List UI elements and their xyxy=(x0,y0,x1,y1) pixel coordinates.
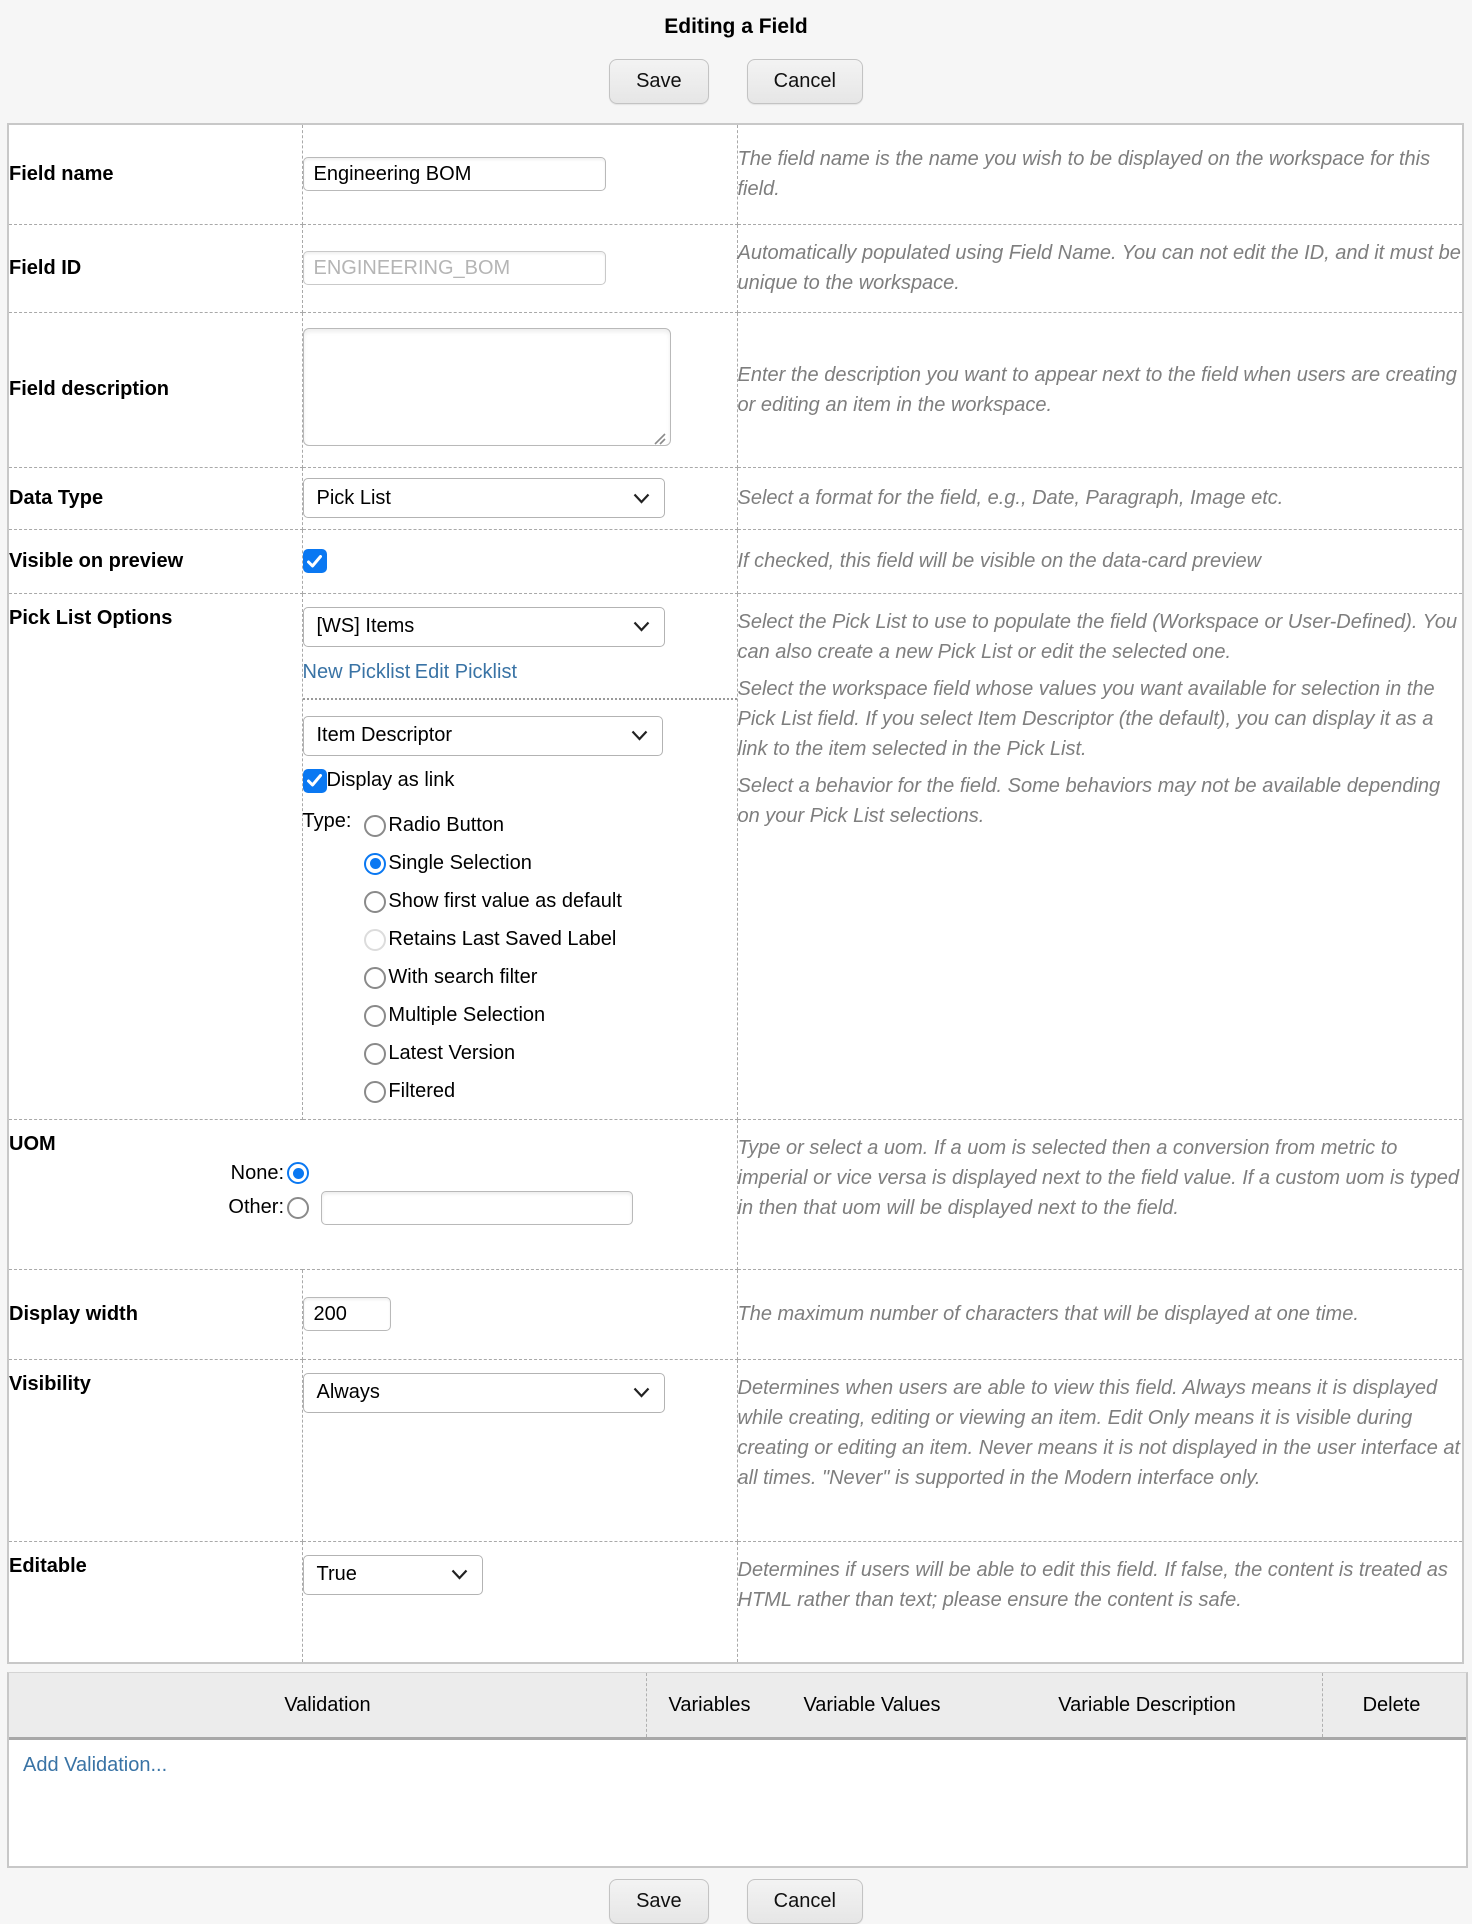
row-editable xyxy=(8,1541,1463,1663)
radio-option-multiple-selection[interactable]: Multiple Selection xyxy=(364,997,621,1035)
editable-select-value: True xyxy=(316,1563,357,1585)
chevron-down-icon xyxy=(633,1387,650,1398)
row-display-width xyxy=(8,1269,1463,1359)
check-icon xyxy=(307,774,322,787)
validation-table xyxy=(7,1672,1468,1868)
editable-description: Determines if users will be able to edit this field. If false, the content is treated as HTML rather than text; please ensure the content is safe. xyxy=(737,1558,1448,1611)
radio-option-retains-last-saved: Retains Last Saved Label xyxy=(364,921,621,959)
visible-on-preview-description: If checked, this field will be visible on the data-card preview xyxy=(737,550,1262,572)
field-name-description: The field name is the name you wish to be displayed on the workspace for this field. xyxy=(737,148,1431,201)
row-field-description xyxy=(8,312,1463,467)
chevron-down-icon xyxy=(633,493,650,504)
radio-option-single-selection[interactable]: Single Selection xyxy=(364,845,621,883)
row-uom xyxy=(8,1119,1463,1269)
add-validation-link[interactable]: Add Validation... xyxy=(23,1754,168,1776)
chevron-down-icon xyxy=(633,621,650,632)
uom-label: UOM xyxy=(9,1132,56,1155)
descriptor-select-value: Item Descriptor xyxy=(316,724,453,746)
row-data-type xyxy=(8,467,1463,529)
pick-list-options-label: Pick List Options xyxy=(9,606,173,629)
radio-icon xyxy=(364,1005,386,1027)
new-picklist-link[interactable]: New Picklist xyxy=(302,660,411,683)
row-visible-on-preview xyxy=(8,529,1463,593)
uom-none-radio[interactable] xyxy=(287,1162,309,1184)
field-id-description: Automatically populated using Field Name. You can not edit the ID, and it must be unique to the workspace. xyxy=(737,242,1461,294)
field-description-textarea[interactable] xyxy=(303,328,671,446)
display-as-link-label: Display as link xyxy=(326,769,455,791)
radio-icon xyxy=(364,1081,386,1103)
data-type-select[interactable] xyxy=(303,478,665,518)
cancel-button-bottom[interactable]: Cancel xyxy=(747,1879,863,1924)
page-title: Editing a Field xyxy=(664,15,808,38)
uom-other-radio[interactable] xyxy=(287,1197,309,1219)
check-icon xyxy=(307,555,322,568)
radio-selected-icon xyxy=(364,853,386,875)
chevron-down-icon xyxy=(631,730,648,741)
row-field-name xyxy=(8,124,1463,224)
validation-table-header xyxy=(9,1673,1466,1740)
row-pick-list-options xyxy=(8,593,1463,1119)
field-edit-form xyxy=(7,123,1464,1664)
descriptor-select[interactable] xyxy=(303,716,663,756)
field-id-label: Field ID xyxy=(9,256,82,279)
picklist-section-divider xyxy=(303,698,737,700)
visibility-description: Determines when users are able to view this field. Always means it is displayed while creating, editing or viewing an item. Edit Only means it is visible during creating or editing an item. Never means it is not displayed in the user interface at all times. "Never" is supported in the Modern interface only. xyxy=(737,1376,1461,1489)
uom-other-label: Other: xyxy=(228,1196,284,1218)
top-button-row xyxy=(0,59,1472,104)
radio-option-show-first-value[interactable]: Show first value as default xyxy=(364,883,621,921)
uom-none-label: None: xyxy=(230,1161,284,1184)
uom-other-input[interactable] xyxy=(321,1191,633,1225)
display-width-description: The maximum number of characters that will be displayed at one time. xyxy=(737,1303,1359,1325)
field-description-label: Field description xyxy=(9,378,170,400)
row-visibility xyxy=(8,1359,1463,1541)
display-as-link-checkbox[interactable] xyxy=(303,769,327,793)
data-type-select-value: Pick List xyxy=(316,486,391,509)
field-description-description: Enter the description you want to appear next to the field when users are creating or editing an item in the workspace. xyxy=(737,363,1457,416)
radio-icon xyxy=(364,967,386,989)
type-label: Type: xyxy=(302,809,352,832)
row-field-id xyxy=(8,224,1463,312)
radio-icon xyxy=(364,891,386,913)
validation-table-body xyxy=(9,1740,1466,1866)
radio-option-latest-version[interactable]: Latest Version xyxy=(364,1035,621,1073)
save-button-bottom[interactable]: Save xyxy=(609,1879,709,1924)
variable-description-column-header: Variable Description xyxy=(1058,1693,1236,1716)
edit-picklist-link[interactable]: Edit Picklist xyxy=(414,660,517,683)
radio-disabled-icon xyxy=(364,929,386,951)
visible-on-preview-checkbox[interactable] xyxy=(303,549,327,573)
field-name-label: Field name xyxy=(9,162,114,185)
radio-icon xyxy=(364,1043,386,1065)
variables-column-header: Variables xyxy=(668,1693,751,1716)
variable-values-column-header: Variable Values xyxy=(803,1693,941,1716)
editable-select[interactable] xyxy=(303,1555,483,1595)
cancel-button[interactable]: Cancel xyxy=(747,59,863,104)
radio-option-with-search-filter[interactable]: With search filter xyxy=(364,959,621,997)
visibility-select-value: Always xyxy=(316,1381,380,1403)
delete-column-header: Delete xyxy=(1322,1673,1460,1737)
display-width-input[interactable] xyxy=(303,1297,391,1331)
data-type-description: Select a format for the field, e.g., Date, Paragraph, Image etc. xyxy=(737,487,1284,509)
picklist-description-1: Select the Pick List to use to populate the field (Workspace or User-Defined). You can also create a new Pick List or edit the selected one. xyxy=(737,610,1458,663)
type-radio-list xyxy=(364,807,621,1111)
chevron-down-icon xyxy=(451,1569,468,1580)
picklist-description-3: Select a behavior for the field. Some behaviors may not be available depending on your Pick List selections. xyxy=(737,774,1441,827)
data-type-label: Data Type xyxy=(9,486,104,509)
picklist-description-2: Select the workspace field whose values you want available for selection in the Pick List field. If you select Item Descriptor (the default), you can display it as a link to the item selected in the Pick List. xyxy=(737,677,1435,760)
picklist-select[interactable] xyxy=(303,607,665,647)
visibility-label: Visibility xyxy=(9,1372,91,1395)
validation-column-header: Validation xyxy=(9,1673,647,1737)
display-width-label: Display width xyxy=(9,1302,138,1325)
radio-option-radio-button[interactable]: Radio Button xyxy=(364,807,621,845)
radio-icon xyxy=(364,815,386,837)
radio-option-filtered[interactable]: Filtered xyxy=(364,1073,621,1111)
picklist-select-value: [WS] Items xyxy=(316,615,415,637)
uom-description: Type or select a uom. If a uom is selected then a conversion from metric to imperial or vice versa is displayed next to the field value. If a custom uom is typed in then that uom will be displayed next to the field. xyxy=(737,1136,1459,1219)
visibility-select[interactable] xyxy=(303,1373,665,1413)
bottom-button-row xyxy=(0,1879,1472,1924)
editable-label: Editable xyxy=(9,1554,87,1577)
save-button[interactable]: Save xyxy=(609,59,709,104)
visible-on-preview-label: Visible on preview xyxy=(9,549,184,572)
field-name-input[interactable] xyxy=(303,157,606,191)
field-id-input xyxy=(303,251,606,285)
